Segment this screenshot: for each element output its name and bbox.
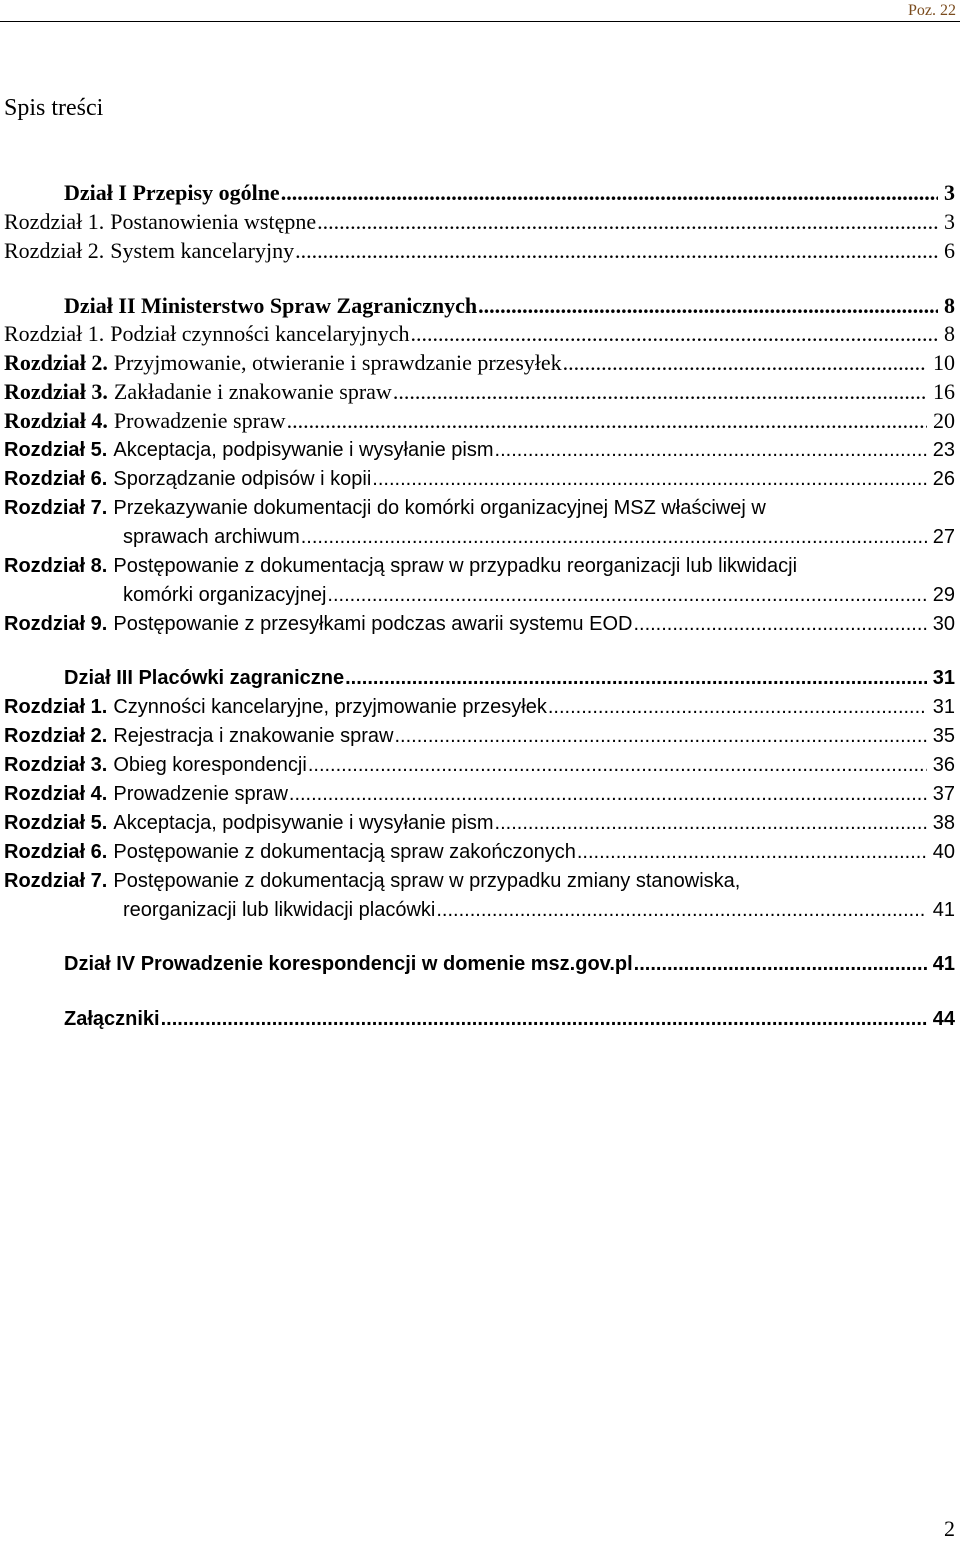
toc-part-1[interactable] bbox=[4, 179, 955, 207]
toc-chapter-label: Przekazywanie dokumentacji do komórki organizacyjnej MSZ właściwej w bbox=[113, 497, 766, 519]
toc-leader bbox=[495, 436, 927, 464]
toc-page-number: 10 bbox=[933, 350, 955, 375]
toc-leader bbox=[372, 465, 926, 493]
toc-page-number: 38 bbox=[932, 812, 955, 834]
toc-chapter-label: Postępowanie z dokumentacją spraw zakończonych bbox=[113, 841, 576, 863]
toc-chapter-3-4[interactable] bbox=[4, 780, 955, 808]
toc-leader bbox=[289, 780, 927, 808]
toc-leader bbox=[395, 722, 927, 750]
toc-chapter-label: Postępowanie z dokumentacją spraw w przypadku reorganizacji lub likwidacji bbox=[113, 555, 798, 577]
toc-page-number: 3 bbox=[944, 209, 955, 234]
toc-chapter-label-continued: sprawach archiwum bbox=[123, 526, 300, 548]
toc-chapter-2-7[interactable] bbox=[4, 494, 955, 522]
toc-part-label: Dział III Placówki zagraniczne bbox=[64, 667, 345, 689]
toc-leader bbox=[287, 407, 927, 435]
toc-leader bbox=[327, 581, 926, 609]
toc-chapter-prefix: Rozdział 2. bbox=[4, 350, 108, 375]
toc-chapter-prefix: Rozdział 3. bbox=[4, 754, 108, 776]
toc-chapter-prefix: Rozdział 1. bbox=[4, 209, 105, 234]
toc-page-number: 37 bbox=[932, 783, 955, 805]
toc-part-label: Dział IV Prowadzenie korespondencji w domenie msz.gov.pl bbox=[64, 953, 633, 975]
toc-part-2[interactable] bbox=[4, 292, 955, 320]
toc-page-number: 35 bbox=[932, 725, 955, 747]
toc-chapter-2-1[interactable] bbox=[4, 320, 955, 348]
toc-chapter-2-9[interactable] bbox=[4, 610, 955, 638]
toc-chapter-3-6[interactable] bbox=[4, 838, 955, 866]
toc-chapter-prefix: Rozdział 6. bbox=[4, 468, 108, 490]
toc-page-number: 16 bbox=[933, 379, 955, 404]
toc-chapter-prefix: Rozdział 5. bbox=[4, 439, 108, 461]
toc-chapter-label-continued: reorganizacji lub likwidacji placówki bbox=[123, 899, 436, 921]
toc-chapter-3-3[interactable] bbox=[4, 751, 955, 779]
toc-page-number: 30 bbox=[932, 613, 955, 635]
toc-chapter-label: Akceptacja, podpisywanie i wysyłanie pism bbox=[113, 439, 494, 461]
toc-leader bbox=[308, 751, 927, 779]
toc-chapter-prefix: Rozdział 6. bbox=[4, 841, 108, 863]
toc-chapter-prefix: Rozdział 4. bbox=[4, 408, 108, 433]
toc-chapter-2-4[interactable] bbox=[4, 407, 955, 435]
toc-page-number: 6 bbox=[944, 238, 955, 263]
toc-chapter-3-7[interactable] bbox=[4, 867, 955, 895]
toc-chapter-label: Obieg korespondencji bbox=[113, 754, 307, 776]
toc-leader bbox=[577, 838, 927, 866]
document-position-label: Poz. 22 bbox=[908, 2, 956, 19]
toc-chapter-3-1[interactable] bbox=[4, 693, 955, 721]
toc-chapter-1-1[interactable] bbox=[4, 208, 955, 236]
toc-leader bbox=[281, 179, 938, 207]
toc-chapter-prefix: Rozdział 4. bbox=[4, 783, 108, 805]
toc-leader bbox=[563, 349, 927, 377]
toc-page-number: 8 bbox=[944, 293, 955, 318]
toc-leader bbox=[478, 292, 938, 320]
toc-page-number: 27 bbox=[932, 526, 955, 548]
toc-chapter-prefix: Rozdział 3. bbox=[4, 379, 108, 404]
toc-chapter-label: Postanowienia wstępne bbox=[110, 209, 317, 234]
toc-chapter-2-6[interactable] bbox=[4, 465, 955, 493]
toc-chapter-label: Prowadzenie spraw bbox=[113, 783, 288, 805]
toc-page-number: 8 bbox=[944, 321, 955, 346]
toc-chapter-label: Rejestracja i znakowanie spraw bbox=[113, 725, 394, 747]
toc-page-number: 26 bbox=[932, 468, 955, 490]
toc-leader bbox=[411, 320, 938, 348]
toc-page-number: 31 bbox=[932, 696, 955, 718]
toc-leader bbox=[317, 208, 938, 236]
toc-leader bbox=[345, 664, 927, 692]
toc-chapter-label: Akceptacja, podpisywanie i wysyłanie pism bbox=[113, 812, 494, 834]
toc-leader bbox=[393, 378, 927, 406]
toc-leader bbox=[161, 1005, 927, 1033]
toc-chapter-prefix: Rozdział 1. bbox=[4, 321, 105, 346]
toc-page-number: 23 bbox=[932, 439, 955, 461]
toc-part-label: Załączniki bbox=[64, 1008, 160, 1030]
toc-chapter-prefix: Rozdział 9. bbox=[4, 613, 108, 635]
toc-chapter-label: Sporządzanie odpisów i kopii bbox=[113, 468, 372, 490]
toc-chapter-3-5[interactable] bbox=[4, 809, 955, 837]
toc-chapter-label: Podział czynności kancelaryjnych bbox=[110, 321, 410, 346]
toc-chapter-label: Postępowanie z przesyłkami podczas awarii systemu EOD bbox=[113, 613, 633, 635]
toc-chapter-label: Czynności kancelaryjne, przyjmowanie przesyłek bbox=[113, 696, 547, 718]
toc-page-number: 41 bbox=[932, 899, 955, 921]
toc-chapter-prefix: Rozdział 2. bbox=[4, 725, 108, 747]
toc-chapter-prefix: Rozdział 2. bbox=[4, 238, 105, 263]
toc-chapter-prefix: Rozdział 7. bbox=[4, 870, 108, 892]
toc-page-number: 36 bbox=[932, 754, 955, 776]
toc-part-label: Dział II Ministerstwo Spraw Zagranicznych bbox=[64, 293, 478, 318]
toc-chapter-label-continued: komórki organizacyjnej bbox=[123, 584, 327, 606]
toc-chapter-prefix: Rozdział 1. bbox=[4, 696, 108, 718]
toc-chapter-2-8-cont[interactable] bbox=[4, 581, 955, 609]
toc-chapter-label: System kancelaryjny bbox=[110, 238, 295, 263]
toc-part-3[interactable] bbox=[4, 664, 955, 692]
toc-chapter-3-7-cont[interactable] bbox=[4, 896, 955, 924]
toc-page-number: 44 bbox=[932, 1008, 955, 1030]
toc-chapter-label: Przyjmowanie, otwieranie i sprawdzanie przesyłek bbox=[113, 350, 562, 375]
toc-chapter-2-5[interactable] bbox=[4, 436, 955, 464]
toc-leader bbox=[295, 237, 938, 265]
toc-leader bbox=[301, 523, 927, 551]
toc-chapter-2-8[interactable] bbox=[4, 552, 955, 580]
toc-chapter-prefix: Rozdział 7. bbox=[4, 497, 108, 519]
toc-chapter-label: Prowadzenie spraw bbox=[113, 408, 286, 433]
toc-chapter-prefix: Rozdział 5. bbox=[4, 812, 108, 834]
page-header bbox=[0, 0, 960, 22]
toc-chapter-3-2[interactable] bbox=[4, 722, 955, 750]
page-number: 2 bbox=[944, 1516, 955, 1541]
toc-page-number: 31 bbox=[932, 667, 955, 689]
toc-chapter-2-7-cont[interactable] bbox=[4, 523, 955, 551]
toc-leader bbox=[436, 896, 926, 924]
toc-page-number: 20 bbox=[933, 408, 955, 433]
toc-chapter-prefix: Rozdział 8. bbox=[4, 555, 108, 577]
toc-chapter-1-2[interactable] bbox=[4, 237, 955, 265]
toc-leader bbox=[495, 809, 927, 837]
toc-title: Spis treści bbox=[4, 95, 104, 121]
toc-page-number: 29 bbox=[932, 584, 955, 606]
toc-chapter-2-2[interactable] bbox=[4, 349, 955, 377]
toc-page-number: 41 bbox=[932, 953, 955, 975]
toc-leader bbox=[633, 610, 926, 638]
toc-chapter-label: Postępowanie z dokumentacją spraw w przypadku zmiany stanowiska, bbox=[113, 870, 741, 892]
toc-part-label: Dział I Przepisy ogólne bbox=[64, 180, 280, 205]
toc-page-number: 40 bbox=[932, 841, 955, 863]
toc-page-number: 3 bbox=[944, 180, 955, 205]
toc-chapter-label: Zakładanie i znakowanie spraw bbox=[113, 379, 392, 404]
toc-leader bbox=[634, 950, 927, 978]
toc-attachments[interactable] bbox=[4, 1005, 955, 1033]
toc-part-4[interactable] bbox=[4, 950, 955, 978]
toc-leader bbox=[548, 693, 927, 721]
toc-chapter-2-3[interactable] bbox=[4, 378, 955, 406]
